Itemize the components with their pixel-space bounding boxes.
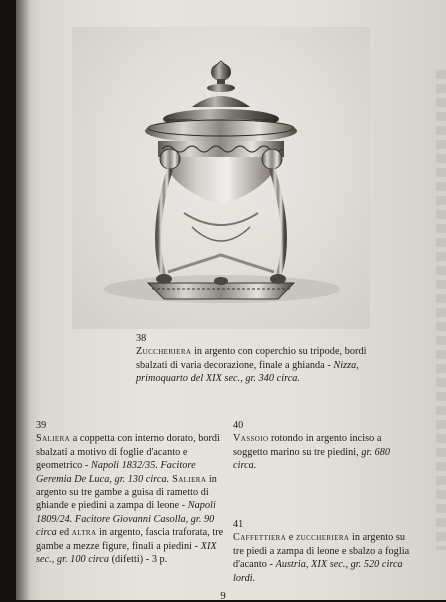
description-segment: rotondo in argento inciso a soggetto marino su tre piedini, bbox=[233, 433, 382, 458]
facing-page-bleed bbox=[436, 70, 446, 550]
description-segment: a coppetta con interno dorato, bordi sbalzati a motivo di foglie d'acanto e geometrico - bbox=[36, 433, 220, 472]
description-segment: in argento su tre gambe a guisa di rametto di ghiande e piedini a zampa di leone - bbox=[36, 473, 217, 512]
description-segment: ed bbox=[56, 527, 72, 539]
item-number: 38 bbox=[136, 333, 147, 344]
item-number: 40 bbox=[233, 420, 244, 431]
sugar-bowl-photo bbox=[72, 27, 370, 329]
description-segment: gr. 680 circa. bbox=[233, 446, 391, 472]
sugar-bowl-illustration bbox=[72, 27, 370, 329]
description-segment: Saliera bbox=[169, 473, 207, 485]
item-description bbox=[233, 432, 413, 472]
description-segment: Napoli 1809/24. Facitore Giovanni Casolla, gr. 90 circa bbox=[36, 500, 216, 539]
page-number: 9 bbox=[220, 590, 226, 602]
description-segment: Nizza, primoquarto del XIX sec., gr. 340 circa. bbox=[136, 359, 359, 385]
description-segment: XIX sec., gr. 100 circa bbox=[36, 540, 217, 566]
description-segment: Napoli 1832/35. Facitore Geremia De Luca, gr. 130 circa. bbox=[36, 460, 196, 485]
description-segment: e bbox=[286, 532, 296, 544]
caption-item-38 bbox=[136, 332, 368, 386]
finial bbox=[207, 61, 235, 92]
description-segment: zuccheriera bbox=[295, 532, 350, 544]
caption-item-40 bbox=[233, 419, 413, 473]
description-segment: in argento su tre piedi a zampa di leone e sbalzo a foglia d'acanto - bbox=[233, 532, 410, 571]
item-number: 41 bbox=[233, 519, 244, 530]
description-segment: Zuccheriera bbox=[136, 346, 192, 358]
description-segment: in argento con coperchio su tripode, bordi sbalzati di varia decorazione, finale a ghianda - bbox=[136, 346, 367, 371]
description-segment: Vassoio bbox=[233, 433, 269, 445]
item-description bbox=[36, 432, 226, 566]
description-segment: Saliera bbox=[36, 433, 71, 445]
description-segment: Caffettiera bbox=[233, 532, 287, 544]
item-number: 39 bbox=[36, 420, 47, 431]
item-description bbox=[233, 531, 413, 585]
caption-item-39 bbox=[36, 419, 226, 566]
caption-item-41 bbox=[233, 518, 413, 585]
spine-shadow bbox=[16, 0, 30, 600]
item-description bbox=[136, 345, 368, 385]
description-segment: Austria, XIX sec., gr. 520 circa lordi. bbox=[233, 559, 403, 584]
description-segment: in argento, fascia traforata, tre gambe a mezze figure, finali a piedini - bbox=[36, 527, 224, 552]
description-segment: altra bbox=[71, 527, 97, 539]
description-segment: (difetti) - 3 p. bbox=[109, 554, 168, 566]
